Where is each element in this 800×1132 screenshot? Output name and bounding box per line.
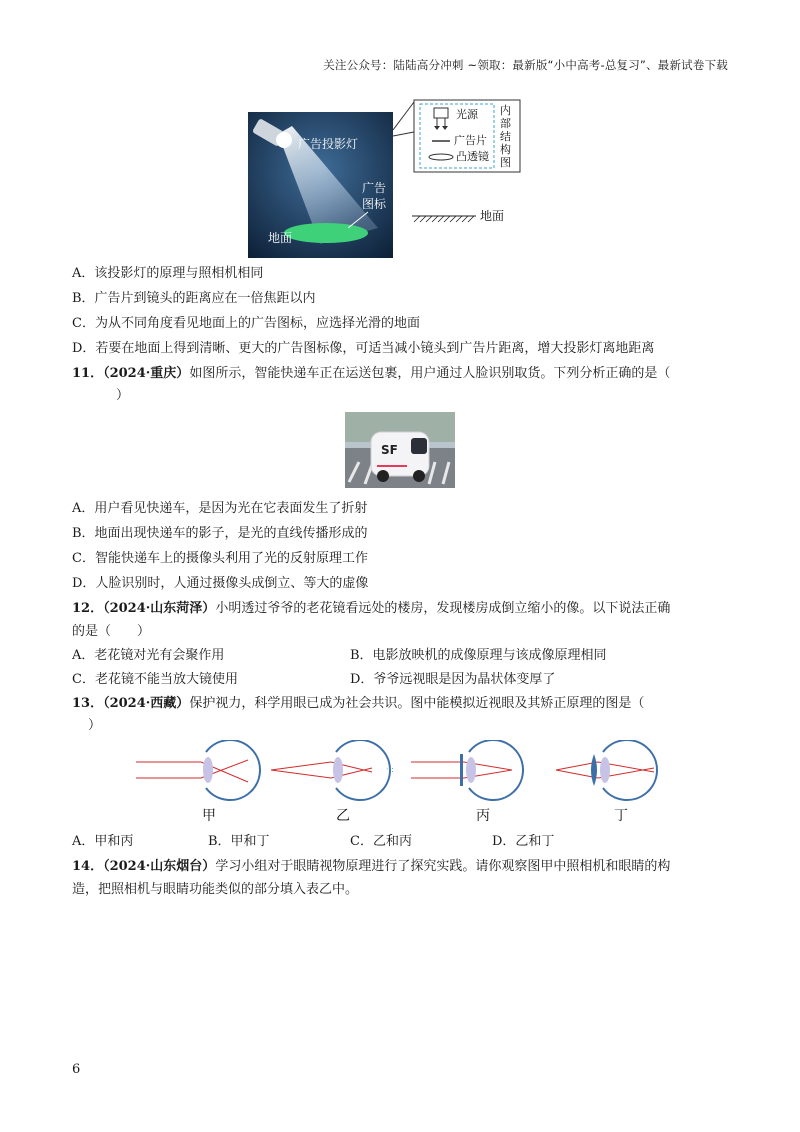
q14-source: （2024·山东烟台） (103, 859, 216, 874)
q12-source: （2024·山东菏泽） (103, 601, 216, 616)
q12-option-a: A．老花镜对光有会聚作用 (72, 648, 225, 663)
eye-label-1: 乙 (336, 808, 350, 824)
q11-option-d: D．人脸识别时，人通过摄像头成倒立、等大的虚像 (72, 576, 369, 591)
svg-text:内: 内 (500, 104, 511, 117)
svg-text:部: 部 (500, 117, 511, 130)
concave-lens-icon (460, 754, 463, 786)
q14-stem (72, 857, 670, 877)
eye-ding (603, 740, 657, 800)
q14-stem-end: 造，把照相机与眼睛功能类似的部分填入表乙中。 (72, 882, 359, 897)
ground-hatch (414, 216, 474, 222)
q11-stem-end: ） (116, 388, 130, 403)
q11-option-c: C．智能快递车上的摄像头利用了光的反射原理工作 (72, 551, 368, 566)
q11-option-b: B．地面出现快递车的影子，是光的直线传播形成的 (72, 526, 368, 541)
q11-option-a: A．用户看见快递车，是因为光在它表面发生了折射 (72, 501, 368, 516)
q13-number: 13． (72, 696, 104, 711)
svg-text:图: 图 (500, 156, 511, 169)
q10-option-c: C．为从不同角度看见地面上的广告图标，应选择光滑的地面 (72, 316, 420, 331)
q13-stem-end: ） (88, 718, 102, 733)
q13-text: 保护视力，科学用眼已成为社会共识。图中能模拟近视眼及其矫正原理的图是（ (189, 696, 645, 711)
q10-option-a: A．该投影灯的原理与照相机相同 (72, 266, 264, 281)
eye-label-3: 丁 (614, 808, 628, 824)
q12-stem-end: 的是（ ） (72, 624, 151, 639)
q13-source: （2024·西藏） (103, 696, 190, 711)
icon-label-1: 广告 (362, 181, 387, 195)
page-header: 关注公众号：陆陆高分冲刺 ~领取：最新版“小中高考-总复习”、最新试卷下载 (323, 58, 728, 72)
page-number: 6 (72, 1062, 81, 1077)
q12-stem (72, 599, 670, 619)
convex-lens-icon (591, 754, 597, 786)
delivery-vehicle-photo (345, 412, 455, 488)
eye-bing (469, 740, 523, 800)
eye-diagrams (136, 740, 666, 830)
q10-option-d: D．若要在地面上得到清晰、更大的广告图标像，可适当减小镜头到广告片距离，增大投影灯离地距离 (72, 341, 655, 356)
q11-stem (72, 364, 670, 384)
q12-option-d: D．爷爷远视眼是因为晶状体变厚了 (350, 672, 556, 687)
icon-label-2: 图标 (362, 197, 387, 211)
svg-text:构: 构 (500, 143, 511, 156)
q13-option-a: A．甲和丙 (72, 834, 134, 849)
q10-option-b: B．广告片到镜头的距离应在一倍焦距以内 (72, 291, 316, 306)
inset-item-2: 凸透镜 (456, 150, 489, 163)
svg-text:结: 结 (500, 130, 511, 143)
dots-mark: ··: (386, 765, 394, 774)
inset-item-1: 广告片 (454, 134, 487, 147)
inset-item-0: 光源 (456, 108, 478, 121)
q14-number: 14． (72, 859, 104, 874)
q12-option-c: C．老花镜不能当放大镜使用 (72, 672, 238, 687)
q12-text: 小明透过爷爷的老花镜看远处的楼房，发现楼房成倒立缩小的像。以下说法正确 (215, 601, 671, 616)
callout-line-bottom (393, 132, 414, 136)
sf-logo: SF (381, 443, 398, 457)
projector-figure (248, 96, 528, 258)
q11-number: 11． (72, 366, 104, 381)
q13-option-b: B．甲和丁 (208, 834, 270, 849)
eye-jia (206, 740, 260, 800)
q11-text: 如图所示，智能快递车正在运送包裹，用户通过人脸识别取货。下列分析正确的是（ (189, 366, 671, 381)
inset-title-vertical (500, 103, 511, 169)
q11-source: （2024·重庆） (103, 366, 190, 381)
q13-stem (72, 694, 644, 714)
eye-label-0: 甲 (202, 808, 216, 824)
eye-label-2: 丙 (476, 808, 490, 824)
lamp-label: 广告投影灯 (298, 137, 359, 151)
callout-line-top (393, 102, 414, 130)
ad-icon-spot (284, 223, 368, 243)
q12-option-b: B．电影放映机的成像原理与该成像原理相同 (350, 648, 607, 663)
q12-number: 12． (72, 601, 104, 616)
q13-option-d: D．乙和丁 (492, 834, 555, 849)
ground-label: 地面 (268, 231, 293, 245)
ground-right-label: 地面 (480, 209, 505, 223)
q14-text: 学习小组对于眼睛视物原理进行了探究实践。请你观察图甲中照相机和眼睛的构 (215, 859, 671, 874)
q13-option-c: C．乙和丙 (350, 834, 412, 849)
